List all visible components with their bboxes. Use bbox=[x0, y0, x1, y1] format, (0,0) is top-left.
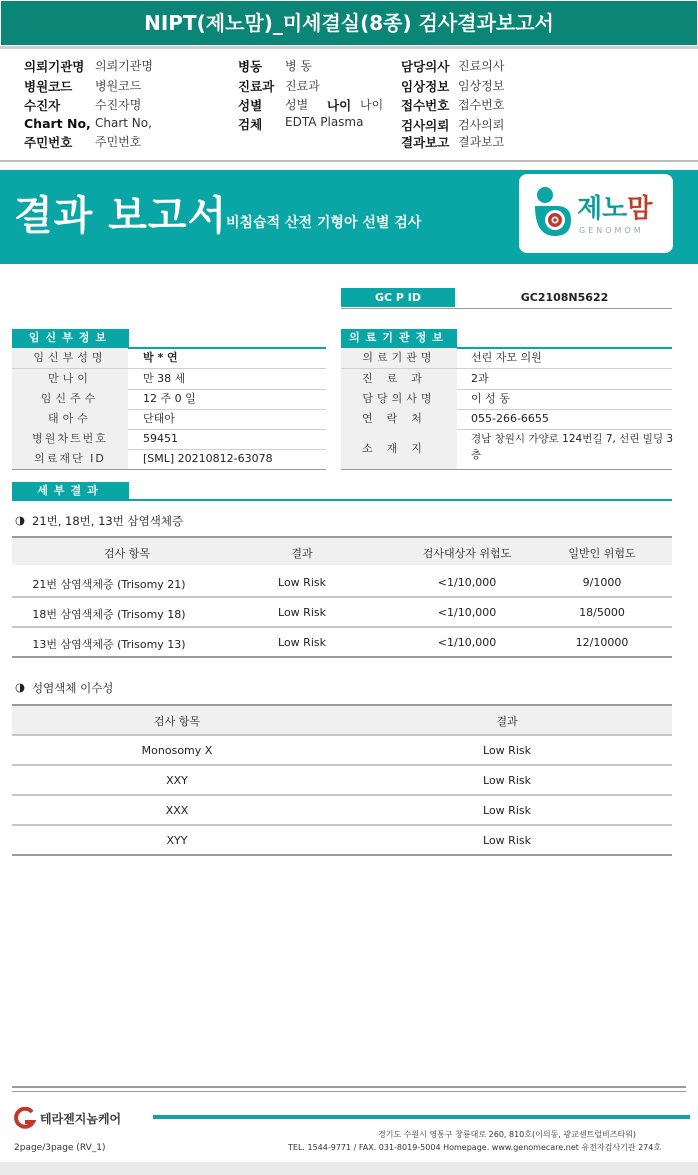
value-department: 진료과 bbox=[285, 79, 320, 93]
label-patient: 수진자 bbox=[24, 98, 61, 113]
value-clinical-info: 임상정보 bbox=[458, 79, 505, 93]
table-bottom-rule bbox=[12, 469, 326, 470]
label-gestation: 임신주수 bbox=[12, 389, 128, 409]
gcpid-underline bbox=[341, 308, 672, 309]
logo-wordmark-part2: 맘 bbox=[627, 194, 653, 224]
s2-row4-result: Low Risk bbox=[483, 834, 531, 847]
value-fetus-count: 단태아 bbox=[143, 412, 175, 425]
header-divider bbox=[0, 160, 698, 162]
footer-address: 경기도 수원시 영통구 창룡대로 260, 810호(이의동, 광교센트럴비즈타워) bbox=[378, 1130, 637, 1139]
row-divider bbox=[12, 626, 672, 628]
label-foundation-id: 의료재단 ID bbox=[12, 449, 128, 469]
value-gestation: 12 주 0 일 bbox=[143, 392, 196, 405]
row-divider bbox=[12, 734, 672, 736]
footer-company: 테라젠지놈케어 bbox=[40, 1112, 122, 1126]
mother-baby-icon bbox=[531, 186, 575, 238]
title-bar bbox=[0, 0, 698, 52]
s1-row1-item: 21번 삼염색체증 (Trisomy 21) bbox=[32, 578, 186, 591]
half-circle-icon: ◑ bbox=[15, 513, 26, 527]
s1-row3-item: 13번 삼염색체증 (Trisomy 13) bbox=[32, 638, 186, 651]
footer-accent-bar bbox=[153, 1115, 690, 1119]
s2-row3-item: XXX bbox=[165, 804, 189, 817]
value-test-request: 검사의뢰 bbox=[458, 118, 505, 132]
company-logo-icon bbox=[12, 1107, 38, 1129]
s2-row2-item: XXY bbox=[166, 774, 188, 787]
banner-subtitle: 비침습적 산전 기형아 선별 검사 bbox=[226, 215, 422, 231]
label-institution-name: 의료기관명 bbox=[341, 348, 457, 368]
label-doctor-name: 담당의사명 bbox=[341, 389, 457, 409]
value-resident-no: 주민번호 bbox=[95, 135, 142, 149]
value-patient: 수진자명 bbox=[95, 98, 142, 112]
label-specimen: 검체 bbox=[238, 117, 263, 132]
label-result-report: 결과보고 bbox=[401, 135, 450, 150]
title-divider bbox=[0, 46, 698, 49]
s1-row1-result: Low Risk bbox=[278, 576, 326, 589]
label-doctor: 담당의사 bbox=[401, 59, 450, 74]
value-specimen: EDTA Plasma bbox=[285, 115, 364, 129]
label-requesting-institution: 의뢰기관명 bbox=[24, 59, 85, 74]
banner-title: 결과 보고서 bbox=[14, 193, 228, 239]
gcpid-label: GC P ID bbox=[341, 288, 455, 307]
genomom-logo bbox=[519, 174, 673, 253]
label-receipt-no: 접수번호 bbox=[401, 98, 450, 113]
footer-rule bbox=[12, 1091, 686, 1092]
value-ward: 병 동 bbox=[285, 59, 312, 73]
gcpid-value: GC2108N5622 bbox=[520, 291, 609, 304]
label-fetus-count: 태아수 bbox=[12, 409, 128, 429]
s2-row1-item: Monosomy X bbox=[141, 744, 213, 757]
footer-contact: TEL. 1544-9771 / FAX. 031-8019-5004 Homepage. www.genomecare.net 유전자검사기관 274호 bbox=[288, 1143, 662, 1152]
label-hospital-chart: 병원차트번호 bbox=[12, 429, 128, 449]
label-inst-department: 진료과 bbox=[341, 369, 457, 389]
row-divider bbox=[12, 764, 672, 766]
value-address-line1: 경남 창원시 가양로 124번길 7, 선린 빌딩 3 bbox=[471, 433, 674, 445]
row-divider bbox=[12, 596, 672, 598]
report-title: NIPT(제노맘)_미세결실(8종) 검사결과보고서 bbox=[1, 1, 697, 45]
label-test-request: 검사의뢰 bbox=[401, 118, 450, 133]
row-divider bbox=[12, 824, 672, 826]
value-institution-name: 선린 자모 의원 bbox=[471, 351, 542, 364]
half-circle-icon: ◑ bbox=[15, 680, 26, 694]
s1-header-item: 검사 항목 bbox=[103, 547, 150, 560]
value-requesting-institution: 의뢰기관명 bbox=[95, 59, 153, 73]
logo-subtext: GENOMOM bbox=[579, 226, 644, 235]
s1-row3-result: Low Risk bbox=[278, 636, 326, 649]
section1-heading: 21번, 18번, 13번 삼염색체증 bbox=[32, 514, 184, 528]
patient-info-tab: 임신부정보 bbox=[12, 329, 129, 347]
logo-wordmark bbox=[577, 188, 652, 225]
row-divider bbox=[12, 794, 672, 796]
label-contact: 연락처 bbox=[341, 409, 457, 429]
s1-row2-result: Low Risk bbox=[278, 606, 326, 619]
value-age-full: 만 38 세 bbox=[143, 372, 186, 385]
section2-heading: 성염색체 이수성 bbox=[32, 681, 114, 695]
label-clinical-info: 임상정보 bbox=[401, 79, 450, 94]
section2-bottom-rule bbox=[12, 854, 672, 856]
detail-results-rule bbox=[12, 499, 672, 501]
s1-row3-subject-risk: <1/10,000 bbox=[437, 636, 497, 649]
footer-rule bbox=[12, 1086, 686, 1088]
s1-header-result: 결과 bbox=[291, 547, 313, 560]
value-doctor: 진료의사 bbox=[458, 59, 505, 73]
value-address-line2: 층 bbox=[471, 449, 482, 461]
value-result-report: 결과보고 bbox=[458, 135, 505, 149]
label-pregnant-name: 임신부성명 bbox=[12, 348, 128, 368]
label-department: 진료과 bbox=[238, 79, 275, 94]
s1-row1-general-risk: 9/1000 bbox=[582, 576, 622, 589]
bottom-band bbox=[0, 1162, 698, 1175]
label-age-full: 만나이 bbox=[12, 369, 128, 389]
s1-row1-subject-risk: <1/10,000 bbox=[437, 576, 497, 589]
s2-row2-result: Low Risk bbox=[483, 774, 531, 787]
label-age: 나이 bbox=[327, 98, 352, 113]
s2-row1-result: Low Risk bbox=[483, 744, 531, 757]
label-ward: 병동 bbox=[238, 59, 263, 74]
s2-row4-item: XYY bbox=[166, 834, 188, 847]
table-bottom-rule bbox=[341, 469, 672, 470]
value-pregnant-name: 박 * 연 bbox=[143, 351, 178, 364]
section1-bottom-rule bbox=[12, 656, 672, 658]
s1-row2-general-risk: 18/5000 bbox=[579, 606, 625, 619]
label-hospital-code: 병원코드 bbox=[24, 79, 73, 94]
value-hospital-chart: 59451 bbox=[143, 432, 178, 445]
value-doctor-name: 이 성 동 bbox=[471, 392, 510, 405]
label-sex: 성별 bbox=[238, 98, 263, 113]
result-banner bbox=[0, 170, 698, 264]
value-age: 나이 bbox=[360, 98, 384, 112]
s1-row2-subject-risk: <1/10,000 bbox=[437, 606, 497, 619]
s2-header-result: 결과 bbox=[496, 715, 518, 728]
label-chart-no: Chart No, bbox=[24, 116, 91, 131]
s1-row3-general-risk: 12/10000 bbox=[575, 636, 629, 649]
detail-results-tab: 세부결과 bbox=[12, 482, 129, 500]
value-inst-department: 2과 bbox=[471, 372, 489, 385]
s1-row2-item: 18번 삼염색체증 (Trisomy 18) bbox=[32, 608, 186, 621]
s1-header-subject-risk: 검사대상자 위험도 bbox=[422, 547, 512, 560]
logo-wordmark-part1: 제노 bbox=[577, 194, 628, 224]
value-chart-no: Chart No, bbox=[95, 116, 152, 130]
value-foundation-id: [SML] 20210812-63078 bbox=[143, 452, 273, 465]
label-resident-no: 주민번호 bbox=[24, 135, 73, 150]
s2-row3-result: Low Risk bbox=[483, 804, 531, 817]
footer-page: 2page/3page (RV_1) bbox=[14, 1143, 106, 1153]
value-hospital-code: 병원코드 bbox=[95, 79, 142, 93]
value-sex: 성별 bbox=[285, 98, 309, 112]
institution-info-tab: 의료기관정보 bbox=[341, 329, 457, 347]
s2-header-item: 검사 항목 bbox=[153, 715, 200, 728]
s1-header-general-risk: 일반인 위험도 bbox=[568, 547, 636, 560]
value-contact: 055-266-6655 bbox=[471, 412, 549, 425]
value-receipt-no: 접수번호 bbox=[458, 98, 505, 112]
label-address: 소재지 bbox=[341, 429, 457, 469]
